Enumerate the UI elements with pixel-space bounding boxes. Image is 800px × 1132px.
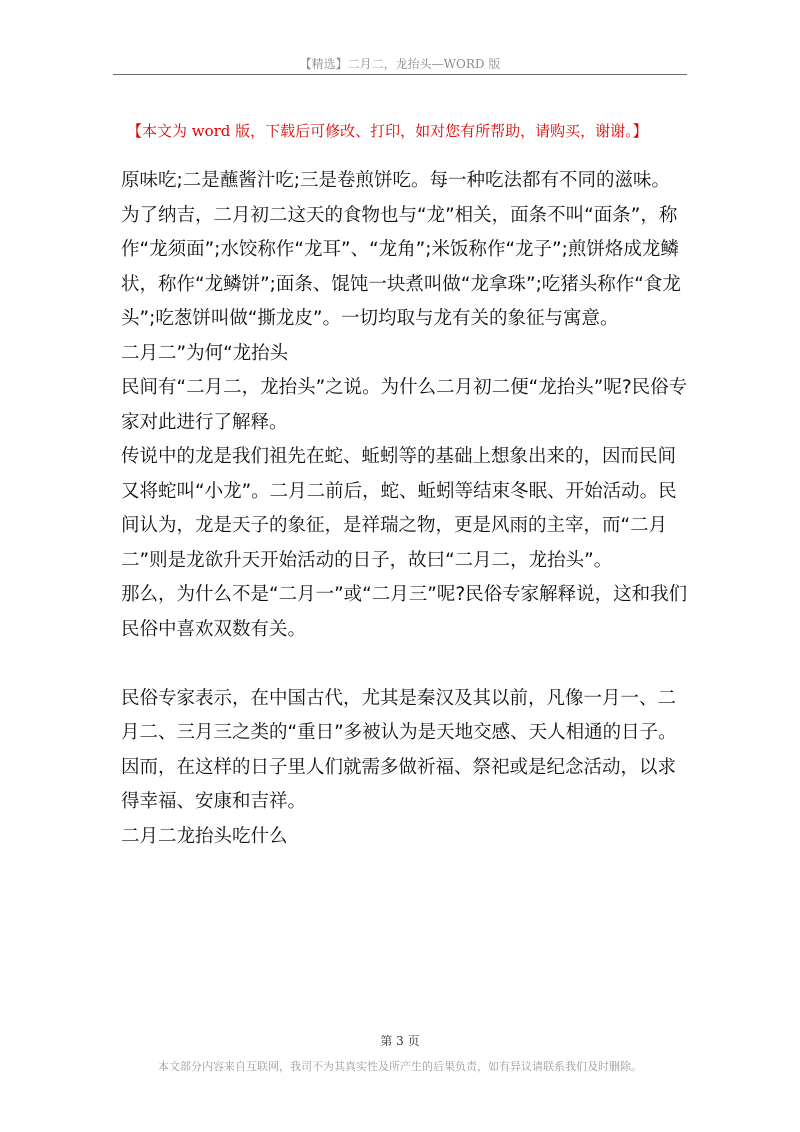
footer-disclaimer: 本文部分内容来自互联网，我司不为其真实性及所产生的后果负责，如有异议请联系我们及时删除。 <box>158 1060 642 1073</box>
paragraph-line: 民俗中喜欢双数有关。 <box>121 618 307 640</box>
section-heading: 二月二”为何“龙抬头 <box>121 342 289 364</box>
download-notice: 【本文为 word 版，下载后可修改、打印，如对您有所帮助，请购买，谢谢。】 <box>127 122 648 140</box>
paragraph-line: 那么，为什么不是“二月一”或“二月三”呢?民俗专家解释说，这和我们 <box>121 584 688 605</box>
paragraph-line: 因而，在这样的日子里人们就需多做祈福、祭祀或是纪念活动，以求 <box>121 756 677 778</box>
paragraph-line: 头”;吃葱饼叫做“撕龙皮”。一切均取与龙有关的象征与寓意。 <box>121 308 619 329</box>
paragraph-line: 民间有“二月二，龙抬头”之说。为什么二月初二便“龙抬头”呢?民俗专 <box>121 377 688 398</box>
paragraph-line: 月二、三月三之类的“重日”多被认为是天地交感、天人相通的日子。 <box>121 722 677 743</box>
paragraph-line: 二”则是龙欲升天开始活动的日子，故曰“二月二，龙抬头”。 <box>121 549 613 571</box>
paragraph-line: 得幸福、安康和吉祥。 <box>121 791 307 812</box>
paragraph-line: 间认为，龙是天子的象征，是祥瑞之物，更是风雨的主宰，而“二月 <box>121 515 668 536</box>
paragraph-line: 家对此进行了解释。 <box>121 411 288 433</box>
header-title: 【精选】二月二，龙抬头—WORD 版 <box>299 57 501 71</box>
header-divider <box>113 74 687 75</box>
paragraph-line: 民俗专家表示，在中国古代，尤其是秦汉及其以前，凡像一月一、二 <box>121 687 677 709</box>
section-heading: 二月二龙抬头吃什么 <box>121 825 288 847</box>
paragraph-line: 作“龙须面”;水饺称作“龙耳”、“龙角”;米饭称作“龙子”;煎饼烙成龙鳞 <box>121 239 679 260</box>
body-text <box>121 164 693 854</box>
page-number: 第 3 页 <box>380 1034 420 1048</box>
paragraph-line: 又将蛇叫“小龙”。二月二前后，蛇、蚯蚓等结束冬眠、开始活动。民 <box>121 480 677 502</box>
paragraph-line: 传说中的龙是我们祖先在蛇、蚯蚓等的基础上想象出来的，因而民间 <box>121 446 677 467</box>
paragraph-line: 原味吃;二是蘸酱汁吃;三是卷煎饼吃。每一种吃法都有不同的滋味。 <box>121 170 670 191</box>
paragraph-line: 为了纳吉，二月初二这天的食物也与“龙”相关，面条不叫“面条”，称 <box>121 204 678 226</box>
paragraph-gap <box>121 647 693 682</box>
paragraph-line: 状，称作“龙鳞饼”;面条、馄饨一块煮叫做“龙拿珠”;吃猪头称作“食龙 <box>121 273 681 295</box>
